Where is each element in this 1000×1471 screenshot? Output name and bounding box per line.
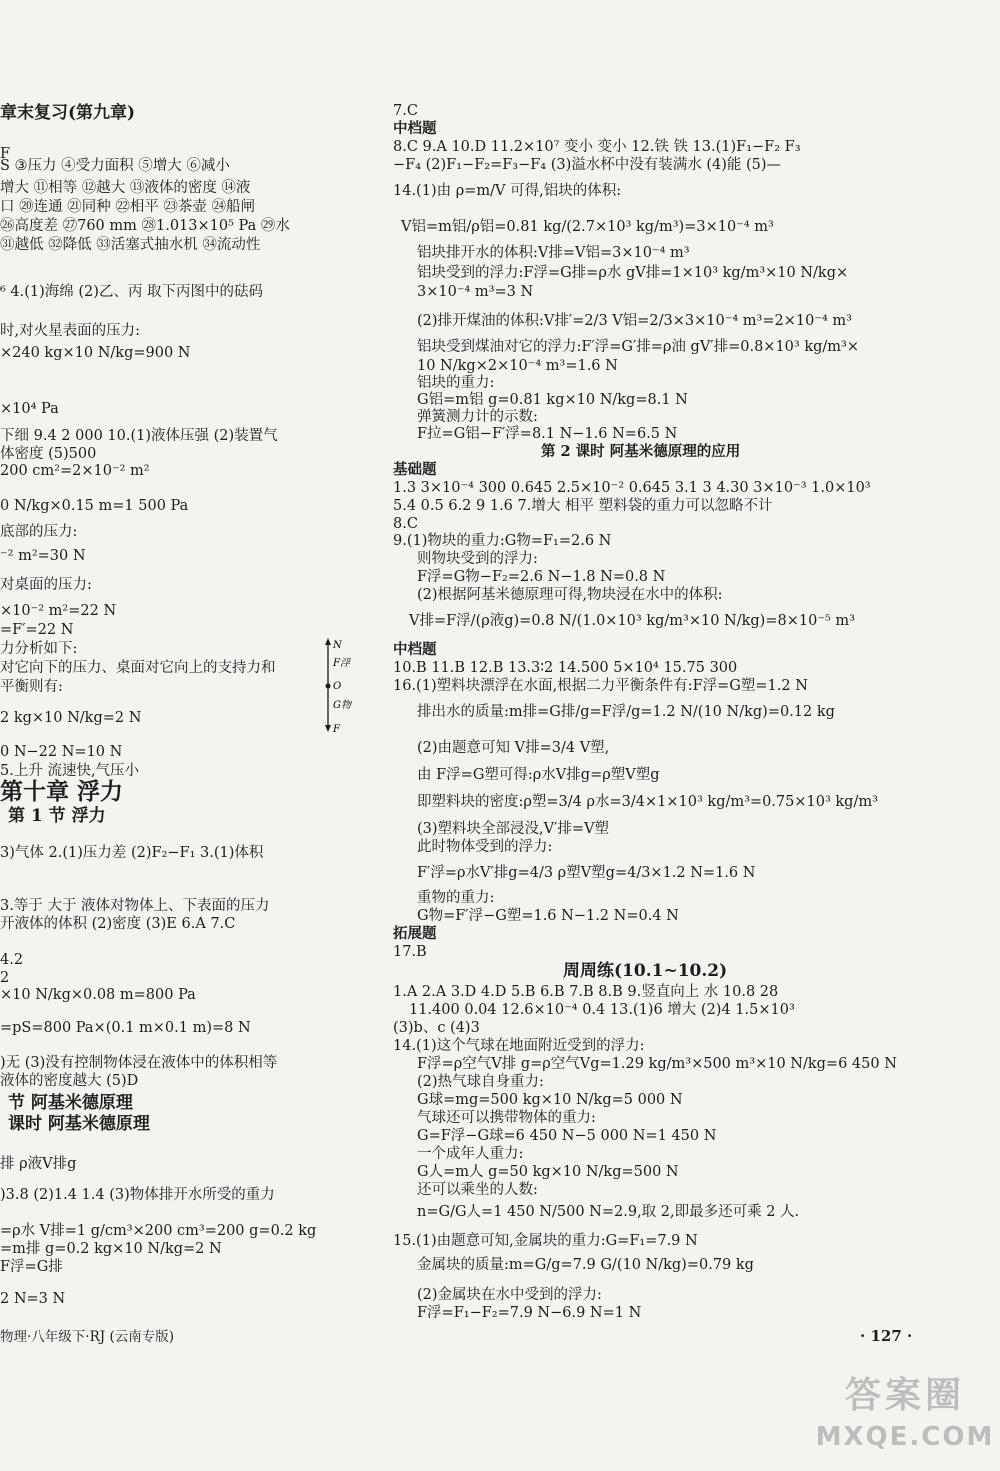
answer-line: 8.C: [393, 516, 418, 532]
page-number: · 127 ·: [860, 1327, 913, 1345]
answer-line: (2)热气球自身重力:: [417, 1074, 544, 1090]
answer-line: ⁶ 4.(1)海绵 (2)乙、丙 取下丙图中的砝码: [0, 284, 264, 300]
answer-line: 8.C 9.A 10.D 11.2×10⁷ 变小 变小 12.铁 铁 13.(1)F₁−F₂ F₃: [393, 139, 801, 155]
answer-line: ⁻² m²=30 N: [0, 548, 86, 564]
answer-line: =pS=800 Pa×(0.1 m×0.1 m)=8 N: [0, 1020, 251, 1036]
answer-line: 还可以乘坐的人数:: [417, 1182, 538, 1198]
answer-line: 底部的压力:: [0, 524, 78, 540]
section-heading: 中档题: [393, 120, 437, 137]
section-heading: 课时 阿基米德原理: [8, 1114, 150, 1134]
answer-line: −F₄ (2)F₁−F₂=F₃−F₄ (3)溢水杯中没有装满水 (4)能 (5)—: [393, 157, 782, 173]
answer-line: F浮=G排: [0, 1259, 63, 1275]
answer-line: 铝块排开水的体积:V排=V铝=3×10⁻⁴ m³: [417, 245, 690, 261]
answer-line: 0 N−22 N=10 N: [0, 744, 123, 760]
answer-line: 2 N=3 N: [0, 1291, 66, 1307]
answer-line: G物=F′浮−G塑=1.6 N−1.2 N=0.4 N: [417, 908, 679, 924]
answer-line: F浮=G物−F₂=2.6 N−1.8 N=0.8 N: [417, 569, 666, 585]
answer-line: 则物块受到的浮力:: [417, 551, 538, 567]
answer-line: 金属块的质量:m=G/g=7.9 G/(10 N/kg)=0.79 kg: [417, 1257, 754, 1273]
answer-line: 3×10⁻⁴ m³=3 N: [417, 284, 534, 300]
answer-line: 对桌面的压力:: [0, 577, 92, 593]
answer-line: 气球还可以携带物体的重力:: [417, 1110, 596, 1126]
answer-line: 时,对火星表面的压力:: [0, 323, 140, 339]
label-g: G物: [333, 700, 351, 711]
answer-line: 4.2: [0, 952, 24, 968]
answer-line: ×10 N/kg×0.08 m=800 Pa: [0, 987, 196, 1003]
answer-line: (3)塑料块全部浸没,V′排=V塑: [417, 821, 610, 837]
section-heading: 第十章 浮力: [0, 778, 124, 805]
answer-line: 14.(1)由 ρ=m/V 可得,铝块的体积:: [393, 183, 622, 199]
answer-line: n=G/G人=1 450 N/500 N=2.9,取 2,即最多还可乘 2 人.: [417, 1204, 800, 1220]
answer-line: 0 N/kg×0.15 m=1 500 Pa: [0, 498, 189, 514]
answer-line: 15.(1)由题意可知,金属块的重力:G=F₁=7.9 N: [393, 1233, 698, 1249]
answer-line: 5.4 0.5 6.2 9 1.6 7.增大 相平 塑料袋的重力可以忽略不计: [393, 498, 773, 514]
answer-line: G铝=m铝 g=0.81 kg×10 N/kg=8.1 N: [417, 392, 688, 408]
answer-line: =ρ水 V排=1 g/cm³×200 cm³=200 g=0.2 kg: [0, 1223, 317, 1239]
answer-line: 弹簧测力计的示数:: [417, 409, 538, 425]
answer-line: 力分析如下:: [0, 641, 78, 657]
answer-line: F浮=ρ空气V排 g=ρ空气Vg=1.29 kg/m³×500 m³×10 N/kg=6 450 N: [417, 1056, 897, 1072]
label-f: F: [333, 724, 340, 735]
watermark-logo: [815, 1372, 995, 1464]
answer-line: 2 kg×10 N/kg=2 N: [0, 710, 142, 726]
answer-line: F′浮=ρ水V′排g=4/3 ρ塑V塑g=4/3×1.2 N=1.6 N: [417, 865, 756, 881]
answer-line: 10.B 11.B 12.B 13.3∶2 14.500 5×10⁴ 15.75 300: [393, 660, 738, 676]
answer-line: 7.C: [393, 103, 418, 119]
answer-line: 17.B: [393, 944, 427, 960]
answer-line: (3)b、c (4)3: [393, 1020, 480, 1036]
answer-line: 14.(1)这个气球在地面附近受到的浮力:: [393, 1038, 645, 1054]
answer-line: 由 F浮=G塑可得:ρ水V排g=ρ塑V塑g: [417, 767, 660, 783]
answer-line: 开液体的体积 (2)密度 (3)E 6.A 7.C: [0, 916, 236, 932]
answer-line: (2)由题意可知 V排=3/4 V塑,: [417, 740, 610, 756]
answer-line: (2)排开煤油的体积:V排′=2/3 V铝=2/3×3×10⁻⁴ m³=2×10⁻⁴ m³: [417, 313, 852, 329]
answer-line: 1.A 2.A 3.D 4.D 5.B 6.B 7.B 8.B 9.竖直向上 水 10.8 28: [393, 984, 779, 1000]
label-o: O: [333, 681, 342, 692]
section-heading: 中档题: [393, 641, 437, 658]
answer-line: ㉖高度差 ㉗760 mm ㉘1.013×10⁵ Pa ㉙水: [0, 218, 290, 234]
section-heading: 第 2 课时 阿基米德原理的应用: [541, 443, 741, 460]
section-heading: 周周练(10.1~10.2): [563, 961, 728, 981]
answer-line: 5.上升 流速快,气压小: [0, 763, 140, 779]
answer-line: 3.等于 大于 液体对物体上、下表面的压力: [0, 898, 270, 914]
answer-line: S ③压力 ④受力面积 ⑤增大 ⑥减小: [0, 158, 230, 174]
force-arrowhead-up: [325, 638, 331, 645]
section-heading: 节 阿基米德原理: [8, 1093, 133, 1113]
answer-line: 1.3 3×10⁻⁴ 300 0.645 2.5×10⁻² 0.645 3.1 3 4.30 3×10⁻³ 1.0×10³: [393, 480, 871, 496]
watermark-url: MXQE.COM: [815, 1422, 995, 1452]
answer-line: 平衡则有:: [0, 679, 63, 695]
answer-line: ×10⁴ Pa: [0, 401, 59, 417]
answer-line: 对它向下的压力、桌面对它向上的支持力和: [0, 660, 276, 676]
answer-line: ㉛越低 ㉜降低 ㉝活塞式抽水机 ㉞流动性: [0, 237, 261, 253]
answer-line: 即塑料块的密度:ρ塑=3/4 ρ水=3/4×1×10³ kg/m³=0.75×10³ kg/m³: [417, 794, 878, 810]
answer-line: 体密度 (5)500: [0, 446, 97, 462]
answer-line: 2: [0, 970, 10, 986]
answer-line: 下细 9.4 2 000 10.(1)液体压强 (2)装置气: [0, 428, 278, 444]
answer-line: 铝块受到的浮力:F浮=G排=ρ水 gV排=1×10³ kg/m³×10 N/kg×: [417, 265, 849, 281]
answer-line: 9.(1)物块的重力:G物=F₁=2.6 N: [393, 533, 612, 549]
answer-line: 一个成年人重力:: [417, 1146, 524, 1162]
answer-line: 16.(1)塑料块漂浮在水面,根据二力平衡条件有:F浮=G塑=1.2 N: [393, 678, 808, 694]
right-column: [393, 0, 993, 1471]
answer-line: ×240 kg×10 N/kg=900 N: [0, 345, 191, 361]
label-fb: F浮: [333, 658, 350, 669]
force-arrowhead-down: [325, 725, 331, 732]
answer-line: =m排 g=0.2 kg×10 N/kg=2 N: [0, 1241, 222, 1257]
answer-line: 3)气体 2.(1)压力差 (2)F₂−F₁ 3.(1)体积: [0, 845, 264, 861]
answer-line: ×10⁻² m²=22 N: [0, 603, 117, 619]
answer-line: 排 ρ液V排g: [0, 1156, 77, 1172]
answer-line: F: [0, 146, 11, 162]
label-n: N: [333, 640, 342, 651]
watermark-title: 答案圈: [844, 1375, 965, 1416]
answer-line: (2)根据阿基米德原理可得,物块浸在水中的体积:: [417, 587, 723, 603]
answer-line: 增大 ⑪相等 ⑫越大 ⑬液体的密度 ⑭液: [0, 180, 251, 196]
answer-line: 液体的密度越大 (5)D: [0, 1073, 139, 1089]
answer-line: =F′=22 N: [0, 622, 74, 638]
answer-line: 11.400 0.04 12.6×10⁻⁴ 0.4 13.(1)6 增大 (2)4 1.5×10³: [409, 1002, 795, 1018]
footer-subject: 物理·八年级下·RJ (云南专版): [0, 1329, 174, 1345]
answer-line: 铝块受到煤油对它的浮力:F′浮=G′排=ρ油 gV′排=0.8×10³ kg/m³×: [417, 339, 859, 355]
section-heading: 章末复习(第九章): [0, 103, 136, 123]
answer-line: 此时物体受到的浮力:: [417, 839, 553, 855]
answer-line: 铝块的重力:: [417, 375, 495, 391]
answer-line: G人=m人 g=50 kg×10 N/kg=500 N: [417, 1164, 679, 1180]
section-heading: 基础题: [393, 461, 437, 478]
answer-line: 重物的重力:: [417, 890, 495, 906]
section-heading: 拓展题: [393, 925, 437, 942]
answer-line: )无 (3)没有控制物体浸在液体中的体积相等: [0, 1055, 278, 1071]
answer-line: 排出水的质量:m排=G排/g=F浮/g=1.2 N/(10 N/kg)=0.12 kg: [417, 704, 835, 720]
answer-line: G球=mg=500 kg×10 N/kg=5 000 N: [417, 1092, 683, 1108]
answer-line: 200 cm²=2×10⁻² m²: [0, 463, 150, 479]
section-heading: 第 1 节 浮力: [8, 806, 106, 826]
answer-line: V排=F浮/(ρ液g)=0.8 N/(1.0×10³ kg/m³×10 N/kg)=8×10⁻⁵ m³: [409, 613, 855, 629]
force-diagram: [318, 636, 358, 736]
answer-line: F拉=G铝−F′浮=8.1 N−1.6 N=6.5 N: [417, 426, 678, 442]
answer-line: V铝=m铝/ρ铝=0.81 kg/(2.7×10³ kg/m³)=3×10⁻⁴ m³: [401, 219, 774, 235]
answer-line: )3.8 (2)1.4 1.4 (3)物体排开水所受的重力: [0, 1187, 275, 1203]
force-origin-point: [326, 684, 331, 689]
answer-line: G=F浮−G球=6 450 N−5 000 N=1 450 N: [417, 1128, 717, 1144]
answer-line: (2)金属块在水中受到的浮力:: [417, 1287, 602, 1303]
answer-line: 口 ⑳连通 ㉑同种 ㉒相平 ㉓茶壶 ㉔船闸: [0, 199, 256, 215]
answer-line: F浮=F₁−F₂=7.9 N−6.9 N=1 N: [417, 1305, 642, 1321]
answer-line: 10 N/kg×2×10⁻⁴ m³=1.6 N: [417, 358, 618, 374]
